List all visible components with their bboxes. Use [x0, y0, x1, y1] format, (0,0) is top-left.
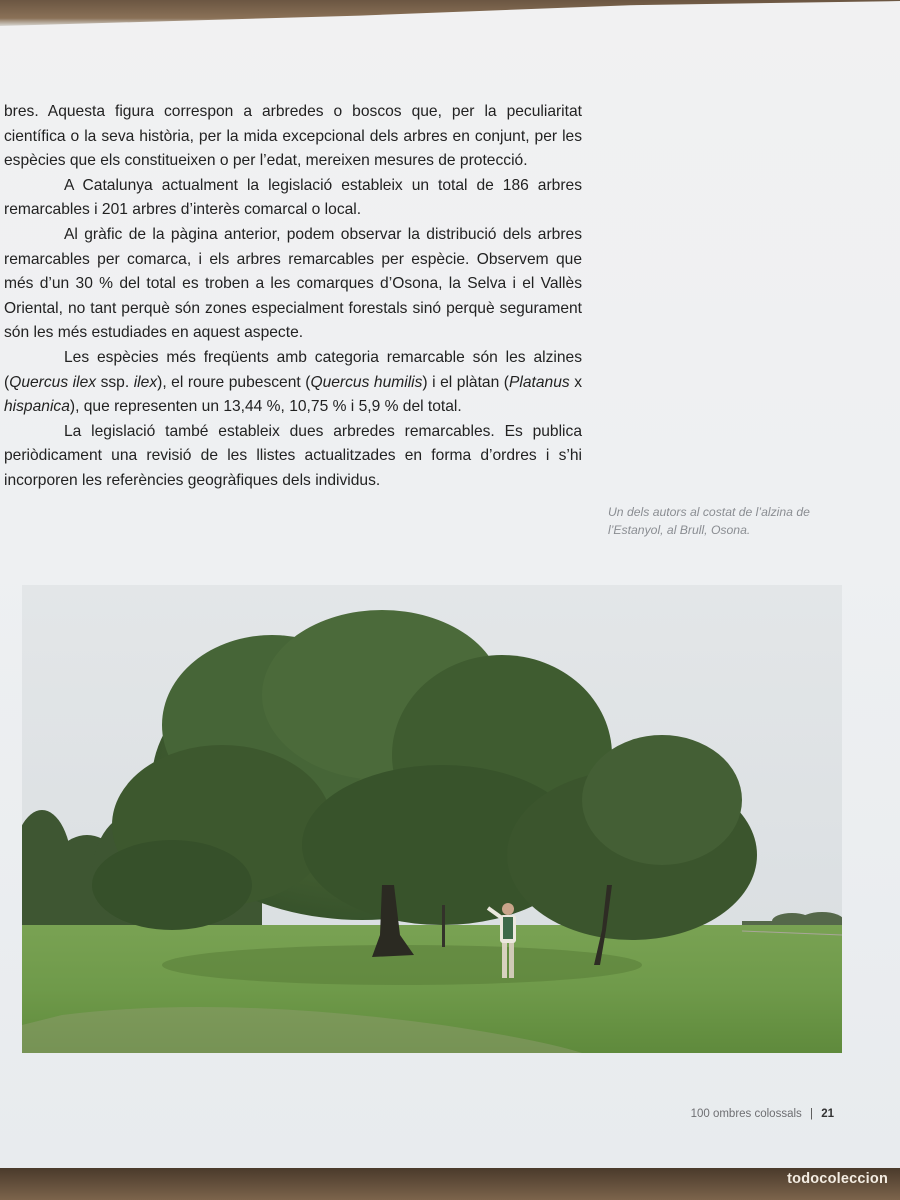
paragraph — [4, 223, 582, 346]
text-run: ), el roure pubescent ( — [157, 373, 311, 391]
page-footer — [691, 1108, 834, 1120]
body-text — [4, 100, 582, 494]
table-background — [0, 1168, 900, 1200]
italic-run: Platanus — [508, 373, 570, 391]
photo-caption: Un dels autors al costat de l’alzina de l’Estanyol, al Brull, Osona. — [608, 505, 810, 537]
text-run: ssp. — [96, 373, 134, 391]
text-run: A Catalunya actualment la legislació estableix un total de 186 arbres remarcables i 201 arbres d’interès comarcal o local. — [4, 176, 582, 219]
paragraph — [4, 100, 582, 174]
watermark: todocoleccion — [787, 1171, 888, 1187]
italic-run: Quercus humilis — [310, 373, 423, 391]
text-run: ) i el plàtan ( — [422, 373, 509, 391]
tree-photo — [22, 585, 842, 1053]
text-run: x — [569, 373, 582, 391]
italic-run: ilex — [133, 373, 158, 391]
text-run: Les espècies més freqüents amb categoria remarcable són les alzines ( — [4, 348, 582, 391]
page-number: 21 — [821, 1108, 834, 1120]
paragraph — [4, 346, 582, 420]
text-run: ), que representen un 13,44 %, 10,75 % i 5,9 % del total. — [69, 398, 462, 416]
paragraph — [4, 174, 582, 223]
italic-run: hispanica — [4, 398, 70, 416]
footer-separator: | — [810, 1108, 813, 1120]
text-run: Al gràfic de la pàgina anterior, podem observar la distribució dels arbres remarcables per comarca, i els arbres remarcables per espècie. Observem que més d’un 30 % del total es troben a les comarques d’Osona, la Selva i el Vallès Oriental, no tant perquè són zones especialment forestals sinó perquè segurament són les més estudiades en aquest aspecte. — [4, 225, 582, 342]
paragraph — [4, 420, 582, 494]
page-top-edge — [0, 0, 900, 26]
book-title: 100 ombres colossals — [690, 1108, 802, 1120]
text-run: bres. Aquesta figura correspon a arbredes o boscos que, per la peculiaritat científica o la seva història, per la mida excepcional dels arbres en conjunt, per les espècies que els constitueixen o per l’edat, mereixen mesures de protecció. — [4, 103, 582, 170]
text-run: La legislació també estableix dues arbredes remarcables. Es publica periòdicament una revisió de les llistes actualitzades en forma d’ordres i s’hi incorporen les referències geogràfiques dels individus. — [4, 422, 582, 489]
italic-run: Quercus ilex — [9, 373, 97, 391]
